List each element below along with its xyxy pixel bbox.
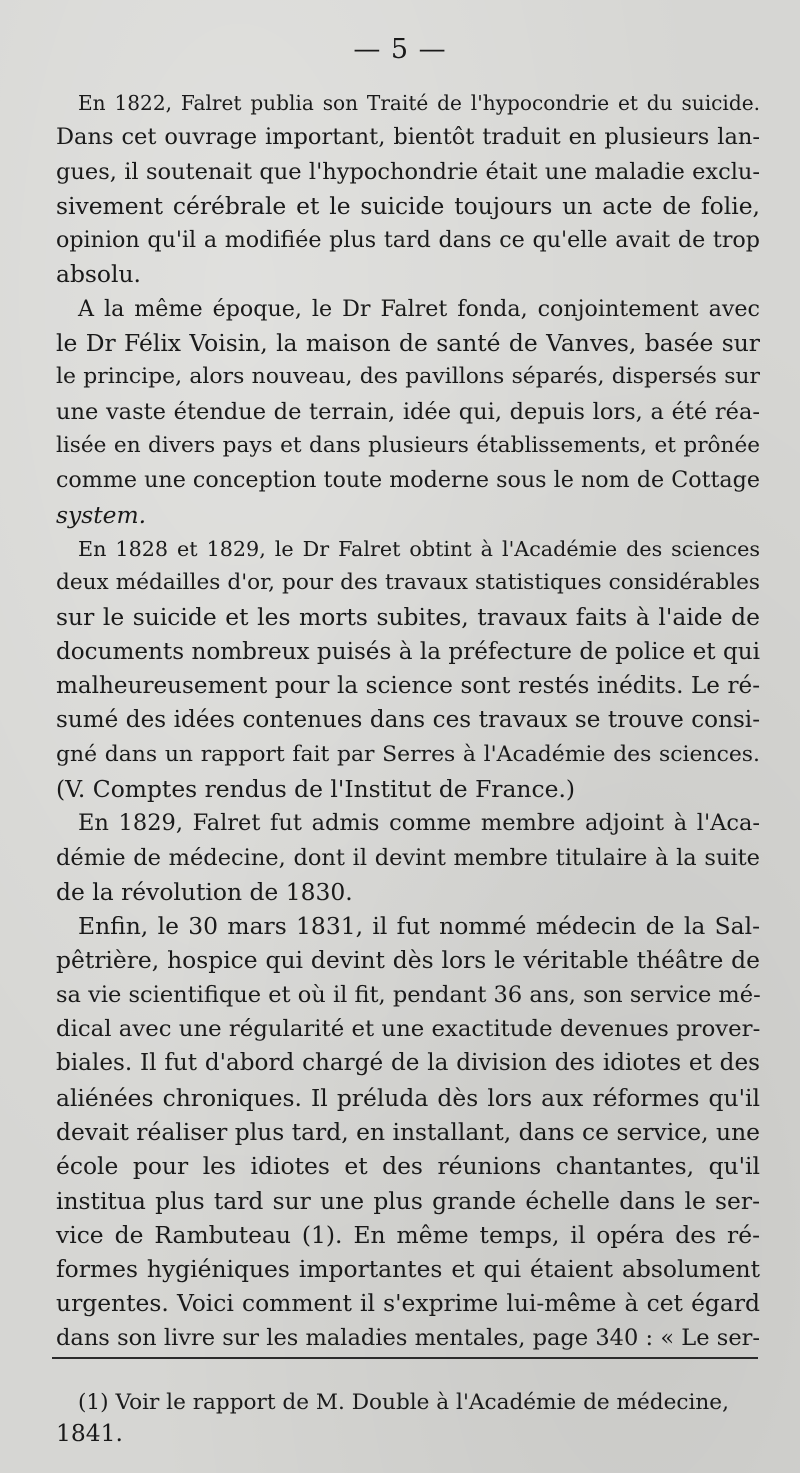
text-line: Dans cet ouvrage important, bientôt traduit en plusieurs lan- [56, 124, 760, 151]
text-line: gné dans un rapport fait par Serres à l'Académie des sciences. [56, 741, 760, 767]
text-line: sumé des idées contenues dans ces travaux se trouve consi- [56, 707, 760, 734]
footnote-divider [52, 1357, 758, 1359]
text-line: biales. Il fut d'abord chargé de la division des idiotes et des [56, 1050, 760, 1077]
text-line: sur le suicide et les morts subites, travaux faits à l'aide de [56, 603, 760, 632]
paragraph [56, 909, 760, 1355]
text-line: dical avec une régularité et une exactitude devenues prover- [56, 1016, 761, 1043]
text-line: system. [56, 500, 147, 529]
text-line: documents nombreux puisés à la préfecture de police et qui [56, 638, 760, 665]
text-line: dans son livre sur les maladies mentales, page 340 : « Le ser- [56, 1324, 760, 1351]
text-line: malheureusement pour la science sont restés inédits. Le ré- [56, 673, 760, 700]
text-line: gues, il soutenait que l'hypochondrie était une maladie exclu- [56, 158, 760, 185]
text-line: devait réaliser plus tard, en installant, dans ce service, une [56, 1117, 760, 1146]
footnote-line: (1) Voir le rapport de M. Double à l'Académie de médecine, [78, 1390, 729, 1415]
page-number: — 5 — [353, 34, 447, 65]
paragraph [56, 806, 760, 909]
text-line: urgentes. Voici comment il s'exprime lui-même à cet égard [56, 1289, 760, 1318]
text-line: En 1822, Falret publia son Traité de l'hypocondrie et du suicide. [78, 91, 760, 115]
body-text [56, 86, 760, 1355]
text-line: aliénées chroniques. Il préluda dès lors aux réformes qu'il [56, 1083, 760, 1112]
paragraph [56, 292, 760, 532]
text-line: sa vie scientifique et où il fit, pendant 36 ans, son service mé- [56, 981, 761, 1008]
text-line: vice de Rambuteau (1). En même temps, il opéra des ré- [56, 1220, 760, 1249]
text-line: de la révolution de 1830. [56, 877, 353, 906]
text-line: comme une conception toute moderne sous le nom de Cottage [56, 467, 760, 494]
text-line: formes hygiéniques importantes et qui étaient absolument [56, 1255, 760, 1284]
paragraph [56, 532, 760, 806]
paragraph [56, 86, 760, 292]
text-line: institua plus tard sur une plus grande échelle dans le ser- [56, 1186, 760, 1215]
text-line: En 1828 et 1829, le Dr Falret obtint à l'Académie des sciences [78, 536, 760, 561]
text-line: lisée en divers pays et dans plusieurs établissements, et prônée [56, 432, 760, 458]
footnote [56, 1388, 756, 1448]
text-line: absolu. [56, 260, 141, 289]
text-line: deux médailles d'or, pour des travaux statistiques considérables [56, 570, 760, 596]
text-line: En 1829, Falret fut admis comme membre adjoint à l'Aca- [78, 810, 760, 837]
text-line: A la même époque, le Dr Falret fonda, conjointement avec [78, 295, 760, 322]
footnote-line: 1841. [56, 1419, 123, 1447]
text-line: le principe, alors nouveau, des pavillons séparés, dispersés sur [56, 364, 760, 390]
text-line: pêtrière, hospice qui devint dès lors le véritable théâtre de [56, 946, 760, 975]
text-line: Enfin, le 30 mars 1831, il fut nommé médecin de la Sal- [78, 912, 760, 941]
text-line: école pour les idiotes et des réunions chantantes, qu'il [56, 1152, 760, 1181]
text-line: une vaste étendue de terrain, idée qui, depuis lors, a été réa- [56, 398, 760, 425]
text-line: sivement cérébrale et le suicide toujours un acte de folie, [56, 191, 760, 220]
text-line: le Dr Félix Voisin, la maison de santé de Vanves, basée sur [56, 329, 760, 358]
text-line: (V. Comptes rendus de l'Institut de France.) [56, 774, 576, 803]
text-line: opinion qu'il a modifiée plus tard dans ce qu'elle avait de trop [56, 227, 760, 254]
text-line: démie de médecine, dont il devint membre titulaire à la suite [56, 844, 760, 871]
